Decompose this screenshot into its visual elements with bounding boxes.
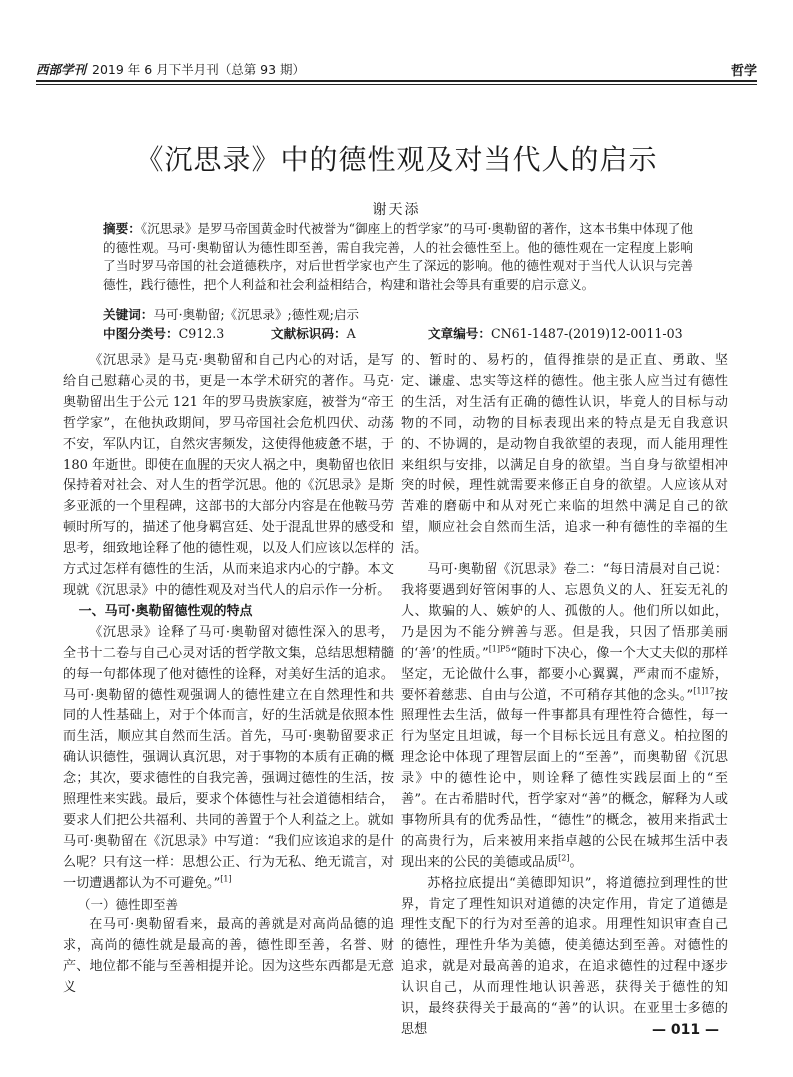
abstract [103,220,693,294]
paragraph: 马可·奥勒留《沉思录》卷二：“每日清晨对自己说：我将要遇到好管闲事的人、忘恩负义的人、狂妄无礼的人、欺骗的人、嫉妒的人、孤傲的人。他们所以如此，乃是因为不能分辨善与恶。但是我，只因了悟那美丽的‘善’的性质。”$^{[1]P5}$“随时下决心，像一个大丈夫似的那样坚定，无论做什么事，都要小心翼翼，严肃而不虚矫，要怀着慈悲、自由与公道，不可稍存其他的念头。”$^{[1]17}$按照理性去生活，做每一件事都具有理性符合德性，每一行为坚定且坦诚，每一个目标长远且有意义。柏拉图的理念论中体现了理智层面上的“至善”，而奥勒留《沉思录》中的德性论中，则诠释了德性实践层面上的“至善”。在古希腊时代，哲学家对“善”的概念，解释为人或事物所具有的优秀品性，“德性”的概念，被用来指武士的高贵行为，后来被用来指卓越的公民在城邦生活中表现出来的公民的美德或品质[2]。 [401,562,728,870]
section-heading: 一、马可·奥勒留德性观的特点 [78,603,253,619]
article-number: 文章编号：CN61-1487-(2019)12-0011-03 [428,326,683,341]
keywords-text: 马可·奥勒留;《沉思录》;德性观;启示 [153,307,360,322]
article-author: 谢天添 [372,202,421,218]
doc-code: 文献标识码：A [271,326,356,341]
citation: [1]P5 [488,644,511,654]
paragraph: 《沉思录》是马克·奥勒留和自己内心的对话，是写给自己慰藉心灵的书，更是一本学术研究的著作。马克·奥勒留出生于公元 121 年的罗马贵族家庭，被誉为“帝王哲学家”，在他执政期间，罗马帝国社会危机四伏、动荡不安，军队内讧，自然灾害频发，这使得他疲惫不堪，于 180 年逝世。即使在血腥的天灾人祸之中，奥勒留也依旧保持着对社会、对人生的哲学沉思。他的《沉思录》是斯多亚派的一个里程碑，这部书的大部分内容是在他鞍马劳顿时所写的，描述了他身羁宫廷、处于混乱世界的感受和思考，细致地诠释了他的德性观，以及人们应该以怎样的方式过怎样有德性的生活，从而来追求内心的宁静。本文现就《沉思录》中的德性观及对当代人的启示作一分析。 [63,353,394,598]
paragraph: 苏格拉底提出“美德即知识”，将道德拉到理性的世界，肯定了理性知识对道德的决定作用，肯定了道德是理性支配下的行为对至善的追求。用理性知识审查自己的德性，理性升华为美德，使美德达到至善。对德性的追求，就是对最高善的追求，在追求德性的过程中逐步认识自己，从而理性地认识善恶，获得关于德性的知识，最终获得关于最高的“善”的认识。在亚里士多德的思想 [401,875,728,1037]
left-column [63,351,394,999]
right-column [401,351,728,1041]
journal-logo: 西部学刊 [36,62,87,77]
running-header [36,60,757,78]
class-number: 中图分类号：C912.3 [103,326,225,341]
keywords-label: 关键词： [103,307,154,322]
section-label: 哲学 [730,64,757,79]
article-title: 《沉思录》中的德性观及对当代人的启示 [135,143,658,176]
citation: [2] [558,853,570,863]
paragraph: 在马可·奥勒留看来，最高的善就是对高尚品德的追求，高尚的德性就是最高的善，德性即至善，名誉、财产、地位都不能与至善相提并论。因为这些东西都是无意义 [63,917,394,996]
subsection-heading: （一）德性即至善 [78,896,179,912]
keywords [103,304,359,323]
abstract-text: 《沉思录》是罗马帝国黄金时代被誉为“御座上的哲学家”的马可·奥勒留的著作，这本书集中体现了他的德性观。马可·奥勒留认为德性即至善，需自我完善，人的社会德性至上。他的德性观在一定程度上影响了当时罗马帝国的社会道德秩序，对后世哲学家也产生了深远的影响。他的德性观对于当代人认识与完善德性，践行德性，把个人利益和社会利益相结合，构建和谐社会等具有重要的启示意义。 [103,221,693,292]
paragraph: 的、暂时的、易朽的，值得推崇的是正直、勇敢、坚定、谦虚、忠实等这样的德性。他主张人应当过有德性的生活，对生活有正确的德性认识，毕竟人的目标与动物的不同，动物的目标表现出来的特点是无自我意识的、不协调的，是动物自我欲望的表现，而人能用理性来组织与安排，以满足自身的欲望。当自身与欲望相冲突的时候，理性就需要来修正自身的欲望。人应该从对苦难的磨砺中和从对死亡来临的坦然中满足自己的欲望，顺应社会自然而生活，追求一种有德性的幸福的生活。 [401,353,728,557]
header-rule [36,80,757,82]
abstract-label: 摘要： [103,221,141,236]
issue-info: 2019 年 6 月下半月刊（总第 93 期） [92,62,306,77]
page-number: — 011 — [652,1022,719,1038]
journal-issue-line [36,60,305,78]
header-rule-thin [36,84,757,85]
citation: [1] [220,874,232,884]
citation: [1]17 [693,686,715,696]
paragraph: 《沉思录》诠释了马可·奥勒留对德性深入的思考，全书十二卷与自己心灵对话的哲学散文集，总结思想精髓的每一句都体现了他对德性的诠释，对美好生活的追求。马可·奥勒留的德性观强调人的德性建立在自然理性和共同的人性基础上，对于个体而言，好的生活就是依照本性而生活，顺应其自然而生活。首先，马可·奥勒留要求正确认识德性，强调认真沉思，对于事物的本质有正确的概念；其次，要求德性的自我完善，强调过德性的生活，按照理性来实践。最后，要求个体德性与社会道德相结合，要求人们把公共福利、共同的善置于个人利益之上。就如马可·奥勒留在《沉思录》中写道：“我们应该追求的是什么呢？只有这一样：思想公正、行为无私、绝无谎言，对一切遭遇都认为不可避免。”[1] [63,624,394,891]
